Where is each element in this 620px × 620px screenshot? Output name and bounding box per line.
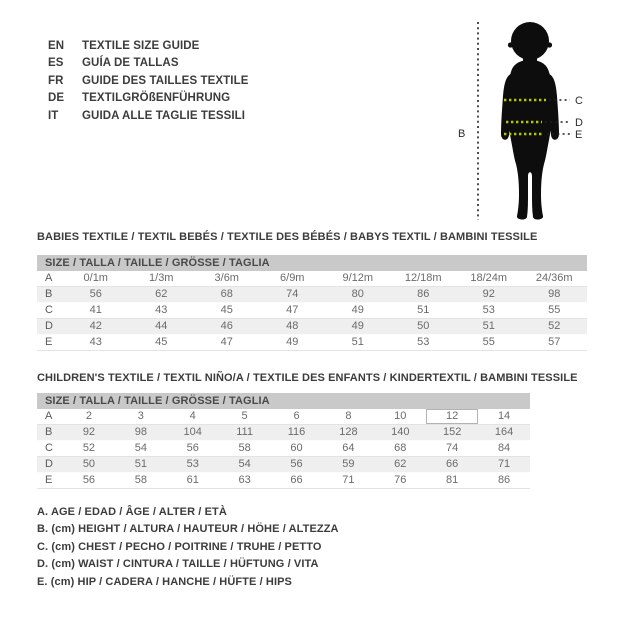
children-size-header: SIZE / TALLA / TAILLE / GRÖSSE / TAGLIA [37,393,530,409]
highlighted-size-cell: 12 [426,409,478,424]
row-letter: D [45,320,53,332]
size-value-cell: 152 [443,426,462,438]
size-value-cell: 49 [351,320,364,332]
language-title: TEXTILE SIZE GUIDE [82,39,200,52]
size-value-cell: 41 [89,304,102,316]
language-list [48,37,249,125]
language-title: TEXTILGRÖßENFÜHRUNG [82,92,231,105]
row-letter: B [45,426,53,438]
row-letter: D [45,458,53,470]
size-value-cell: 3 [137,410,144,422]
size-value-cell: 45 [155,336,168,348]
table-row [37,457,530,473]
size-value-cell: 46 [220,320,233,332]
size-value-cell: 48 [286,320,299,332]
size-value-cell: 50 [82,458,96,470]
size-value-cell: 52 [82,442,96,454]
size-value-cell: 66 [290,474,303,486]
language-row [48,107,249,125]
size-value-cell: 71 [497,458,511,470]
size-value-cell: 51 [417,304,430,316]
legend-line: C. (cm) CHEST / PECHO / POITRINE / TRUHE / PETTO [37,540,322,553]
size-value-cell: 9/12m [342,272,374,284]
size-value-cell: 63 [238,474,251,486]
size-value-cell: 10 [394,410,407,422]
babies-size-table [37,255,587,351]
size-value-cell: 14 [497,410,511,422]
language-code: IT [48,109,59,122]
size-value-cell: 24/36m [535,272,573,284]
size-value-cell: 5 [241,410,248,422]
size-value-cell: 3/6m [214,272,239,284]
size-value-cell: 140 [391,426,410,438]
table-row [37,287,587,303]
size-value-cell: 56 [186,442,199,454]
table-row [37,335,587,351]
figure-panel [452,14,612,228]
table-row [37,409,530,425]
size-value-cell: 57 [548,336,561,348]
babies-table-rows [37,271,587,351]
table-row [37,473,530,489]
babies-table-title: BABIES TEXTILE / TEXTIL BEBÉS / TEXTILE DES BÉBÉS / BABYS TEXTIL / BAMBINI TESSILE [37,231,538,243]
size-value-cell: 68 [394,442,407,454]
language-row [48,90,249,108]
size-value-cell: 55 [548,304,561,316]
size-value-cell: 43 [89,336,102,348]
table-row [37,441,530,457]
size-value-cell: 98 [548,288,561,300]
language-code: ES [48,57,64,70]
child-body [501,22,559,220]
babies-size-header: SIZE / TALLA / TAILLE / GRÖSSE / TAGLIA [37,255,587,271]
size-value-cell: 74 [286,288,299,300]
size-value-cell: 54 [134,442,147,454]
legend-line: A. AGE / EDAD / ÂGE / ALTER / ETÀ [37,506,227,518]
size-value-cell: 2 [85,410,92,422]
size-value-cell: 6 [293,410,300,422]
size-value-cell: 0/1m [83,272,108,284]
size-value-cell: 8 [345,410,352,422]
size-value-cell: 44 [155,320,168,332]
size-value-cell: 49 [286,336,299,348]
size-value-cell: 56 [82,474,96,486]
label-height: B [458,128,466,140]
size-value-cell: 58 [134,474,147,486]
table-row [37,303,587,319]
size-value-cell: 164 [494,426,514,438]
size-value-cell: 53 [417,336,430,348]
legend-line: E. (cm) HIP / CADERA / HANCHE / HÜFTE / HIPS [37,575,292,588]
size-value-cell: 56 [89,288,102,300]
size-value-cell: 58 [238,442,251,454]
size-value-cell: 53 [482,304,495,316]
size-value-cell: 84 [497,442,511,454]
language-title: GUIDA ALLE TAGLIE TESSILI [82,109,246,122]
language-row [48,72,249,90]
size-value-cell: 50 [417,320,430,332]
row-letter: E [45,336,53,348]
size-value-cell: 1/3m [149,272,174,284]
size-value-cell: 49 [351,304,364,316]
size-value-cell: 43 [155,304,168,316]
size-value-cell: 53 [186,458,199,470]
measurement-legend [37,504,339,591]
label-waist: D [575,117,583,129]
size-value-cell: 12/18m [404,272,442,284]
row-letter: A [45,272,53,284]
size-value-cell: 61 [186,474,199,486]
size-value-cell: 98 [134,426,147,438]
language-title: GUIDE DES TAILLES TEXTILE [82,74,249,87]
size-value-cell: 104 [183,426,202,438]
row-letter: E [45,474,53,486]
size-value-cell: 92 [82,426,96,438]
size-value-cell: 128 [339,426,358,438]
size-value-cell: 81 [446,474,459,486]
row-letter: C [45,442,53,454]
size-value-cell: 68 [220,288,233,300]
size-value-cell: 76 [394,474,407,486]
size-value-cell: 62 [155,288,168,300]
size-value-cell: 51 [482,320,495,332]
language-row [48,55,249,73]
size-value-cell: 71 [342,474,355,486]
size-value-cell: 111 [236,426,253,438]
legend-line: B. (cm) HEIGHT / ALTURA / HAUTEUR / HÖHE / ALTEZZA [37,523,339,536]
table-row [37,425,530,441]
size-value-cell: 86 [497,474,511,486]
size-value-cell: 51 [134,458,147,470]
size-value-cell: 56 [290,458,303,470]
size-value-cell: 18/24m [470,272,508,284]
language-code: DE [48,92,65,105]
size-value-cell: 116 [287,426,306,438]
size-value-cell: 60 [290,442,303,454]
size-value-cell: 92 [482,288,495,300]
language-row [48,37,249,55]
table-row [37,271,587,287]
row-letter: A [45,410,53,422]
size-value-cell: 42 [89,320,102,332]
legend-line: D. (cm) WAIST / CINTURA / TAILLE / HÜFTUNG / VITA [37,558,319,571]
size-value-cell: 80 [351,288,364,300]
language-title: GUÍA DE TALLAS [82,57,179,70]
language-code: EN [48,39,65,52]
label-chest: C [575,95,583,107]
language-code: FR [48,74,64,87]
size-value-cell: 66 [446,458,459,470]
size-value-cell: 64 [342,442,355,454]
children-table-title: CHILDREN'S TEXTILE / TEXTIL NIÑO/A / TEXTILE DES ENFANTS / KINDERTEXTIL / BAMBINI TESSILE [37,372,578,384]
size-value-cell: 55 [482,336,495,348]
child-silhouette-icon [452,14,612,228]
size-value-cell: 47 [286,304,299,316]
children-size-table [37,393,530,489]
size-value-cell: 47 [220,336,233,348]
size-value-cell: 59 [342,458,355,470]
table-row [37,319,587,335]
size-value-cell: 6/9m [280,272,305,284]
size-value-cell: 45 [220,304,233,316]
size-value-cell: 86 [417,288,430,300]
size-value-cell: 62 [394,458,407,470]
size-value-cell: 54 [238,458,251,470]
size-value-cell: 52 [548,320,561,332]
label-hip: E [575,129,583,141]
children-table-rows [37,409,530,489]
row-letter: B [45,288,53,300]
size-value-cell: 4 [189,410,196,422]
size-value-cell: 51 [351,336,364,348]
size-value-cell: 74 [446,442,459,454]
row-letter: C [45,304,53,316]
